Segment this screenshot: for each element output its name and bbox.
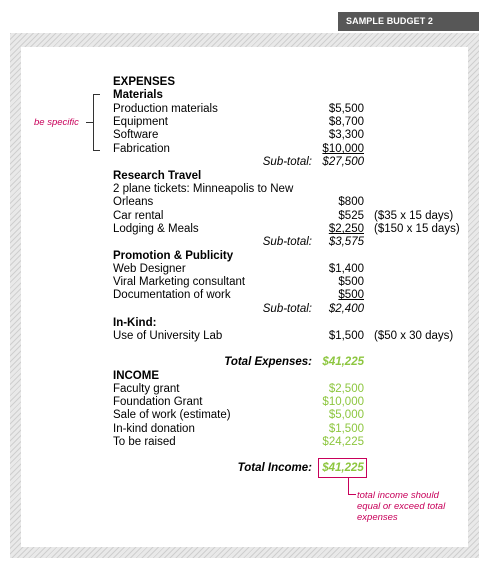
income-heading: INCOME <box>113 370 159 382</box>
item-amount: $500 <box>338 289 364 301</box>
sample-budget-tab: SAMPLE BUDGET 2 <box>338 12 479 31</box>
item-amount: $500 <box>338 276 364 288</box>
total-income-highlight-box <box>318 458 367 478</box>
subtotal-label: Sub-total: <box>262 156 312 168</box>
item-amount: $2,500 <box>328 383 364 395</box>
inkind-heading: In-Kind: <box>113 317 157 329</box>
total-income-label: Total Income: <box>237 462 312 474</box>
item-amount: $525 <box>338 210 364 222</box>
item-amount: $1,500 <box>328 330 364 342</box>
item-amount: $2,250 <box>328 223 364 235</box>
list-item: Foundation Grant <box>113 396 203 408</box>
callout-note-line-3: expenses <box>357 512 398 523</box>
item-amount: $1,400 <box>328 263 364 275</box>
callout-connector <box>348 494 356 495</box>
total-expenses: $41,225 <box>322 356 364 368</box>
total-income: $41,225 <box>322 462 364 474</box>
list-item: Faculty grant <box>113 383 180 395</box>
callout-note-line-1: total income should <box>357 490 439 501</box>
list-item: Lodging & Meals <box>113 223 199 235</box>
list-item: Viral Marketing consultant <box>113 276 246 288</box>
travel-subtotal: $3,575 <box>328 236 364 248</box>
list-item: Documentation of work <box>113 289 231 301</box>
list-item: Web Designer <box>113 263 186 275</box>
list-item: In-kind donation <box>113 423 195 435</box>
promotion-subtotal: $2,400 <box>328 303 364 315</box>
item-amount: $3,300 <box>328 129 364 141</box>
be-specific-note: be specific <box>34 117 79 128</box>
item-note: ($50 x 30 days) <box>374 330 454 342</box>
promotion-heading: Promotion & Publicity <box>113 250 234 262</box>
list-item: Production materials <box>113 103 218 115</box>
list-item: Use of University Lab <box>113 330 223 342</box>
list-item: Equipment <box>113 116 168 128</box>
list-item: 2 plane tickets: Minneapolis to New <box>113 183 294 195</box>
list-item: To be raised <box>113 436 176 448</box>
subtotal-label: Sub-total: <box>262 236 312 248</box>
item-note: ($35 x 15 days) <box>374 210 454 222</box>
list-item: Car rental <box>113 210 164 222</box>
item-amount: $5,000 <box>328 409 364 421</box>
item-amount: $5,500 <box>328 103 364 115</box>
item-amount: $10,000 <box>322 396 364 408</box>
list-item: Sale of work (estimate) <box>113 409 231 421</box>
expenses-heading: EXPENSES <box>113 76 175 88</box>
item-amount: $1,500 <box>328 423 364 435</box>
item-note: ($150 x 15 days) <box>374 223 460 235</box>
callout-connector <box>348 478 349 494</box>
item-amount: $8,700 <box>328 116 364 128</box>
subtotal-label: Sub-total: <box>262 303 312 315</box>
total-expenses-label: Total Expenses: <box>224 356 312 368</box>
item-amount: $10,000 <box>322 143 364 155</box>
callout-note-line-2: equal or exceed total <box>357 501 446 512</box>
list-item: Fabrication <box>113 143 170 155</box>
item-amount: $24,225 <box>322 436 364 448</box>
materials-subtotal: $27,500 <box>322 156 364 168</box>
materials-heading: Materials <box>113 89 163 101</box>
materials-bracket <box>93 94 100 151</box>
bracket-pointer <box>86 122 93 123</box>
list-item: Orleans <box>113 196 154 208</box>
list-item: Software <box>113 129 159 141</box>
travel-heading: Research Travel <box>113 170 202 182</box>
item-amount: $800 <box>338 196 364 208</box>
